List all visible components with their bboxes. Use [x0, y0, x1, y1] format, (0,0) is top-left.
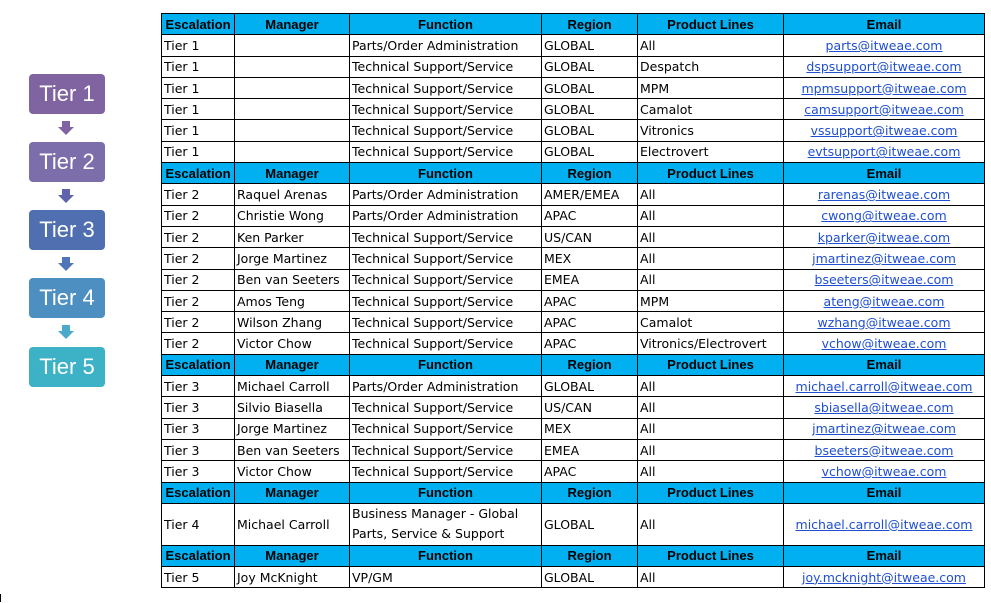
region-cell: GLOBAL: [542, 503, 638, 545]
table-row: [162, 290, 985, 311]
region-cell: GLOBAL: [542, 376, 638, 397]
table-row: [162, 312, 985, 333]
product-lines-cell: All: [638, 35, 784, 56]
function-cell: Parts/Order Administration: [350, 184, 542, 205]
table-row: [162, 269, 985, 290]
header-function: Function: [350, 14, 542, 35]
escalation-cell: Tier 3: [162, 461, 235, 482]
table-row: [162, 226, 985, 247]
manager-cell: Ben van Seeters: [235, 439, 350, 460]
email-cell: [784, 333, 985, 354]
email-cell: [784, 397, 985, 418]
email-link[interactable]: bseeters@itweae.com: [814, 442, 954, 458]
product-lines-cell: Vitronics/Electrovert: [638, 333, 784, 354]
escalation-cell: Tier 1: [162, 77, 235, 98]
header-email: Email: [784, 545, 985, 566]
tier-4-box: Tier 4: [29, 278, 105, 318]
manager-cell: [235, 77, 350, 98]
email-link[interactable]: cwong@itweae.com: [821, 208, 947, 224]
table-row: [162, 205, 985, 226]
region-cell: APAC: [542, 461, 638, 482]
product-lines-cell: MPM: [638, 77, 784, 98]
email-link[interactable]: kparker@itweae.com: [817, 229, 951, 245]
email-link[interactable]: evtsupport@itweae.com: [807, 144, 961, 160]
table-row: [162, 503, 985, 545]
table-row: [162, 418, 985, 439]
email-link[interactable]: joy.mcknight@itweae.com: [802, 569, 966, 585]
region-cell: APAC: [542, 205, 638, 226]
region-cell: GLOBAL: [542, 120, 638, 141]
email-cell: [784, 56, 985, 77]
region-cell: GLOBAL: [542, 77, 638, 98]
tier-5-box: Tier 5: [29, 347, 105, 387]
table-row: [162, 567, 985, 588]
function-cell: VP/GM: [350, 567, 542, 588]
escalation-cell: Tier 1: [162, 141, 235, 162]
email-link[interactable]: bseeters@itweae.com: [814, 272, 954, 288]
function-cell: Parts/Order Administration: [350, 35, 542, 56]
tier-1-box: Tier 1: [29, 74, 105, 114]
email-cell: [784, 120, 985, 141]
table-row: [162, 461, 985, 482]
escalation-cell: Tier 4: [162, 503, 235, 545]
header-function: Function: [350, 482, 542, 503]
region-cell: GLOBAL: [542, 56, 638, 77]
header-product-lines: Product Lines: [638, 14, 784, 35]
product-lines-cell: All: [638, 376, 784, 397]
header-escalation: Escalation: [162, 354, 235, 375]
product-lines-cell: All: [638, 397, 784, 418]
function-cell: Technical Support/Service: [350, 77, 542, 98]
region-cell: AMER/EMEA: [542, 184, 638, 205]
header-product-lines: Product Lines: [638, 545, 784, 566]
product-lines-cell: Electrovert: [638, 141, 784, 162]
table-row: [162, 56, 985, 77]
escalation-cell: Tier 3: [162, 418, 235, 439]
email-cell: [784, 226, 985, 247]
table-header-row: [162, 545, 985, 566]
header-region: Region: [542, 482, 638, 503]
email-cell: [784, 418, 985, 439]
header-manager: Manager: [235, 354, 350, 375]
function-cell: Technical Support/Service: [350, 290, 542, 311]
manager-cell: Wilson Zhang: [235, 312, 350, 333]
product-lines-cell: All: [638, 269, 784, 290]
function-cell: Technical Support/Service: [350, 439, 542, 460]
email-link[interactable]: michael.carroll@itweae.com: [795, 378, 973, 394]
escalation-cell: Tier 1: [162, 35, 235, 56]
manager-cell: Raquel Arenas: [235, 184, 350, 205]
product-lines-cell: All: [638, 205, 784, 226]
escalation-cell: Tier 2: [162, 226, 235, 247]
header-function: Function: [350, 163, 542, 184]
manager-cell: [235, 120, 350, 141]
manager-cell: Silvio Biasella: [235, 397, 350, 418]
manager-cell: [235, 99, 350, 120]
region-cell: MEX: [542, 248, 638, 269]
header-manager: Manager: [235, 482, 350, 503]
product-lines-cell: Camalot: [638, 99, 784, 120]
region-cell: APAC: [542, 290, 638, 311]
header-manager: Manager: [235, 545, 350, 566]
escalation-cell: Tier 2: [162, 269, 235, 290]
email-link[interactable]: wzhang@itweae.com: [817, 314, 951, 330]
table-row: [162, 397, 985, 418]
function-cell: Technical Support/Service: [350, 248, 542, 269]
table-header-row: [162, 14, 985, 35]
table-row: [162, 35, 985, 56]
region-cell: US/CAN: [542, 397, 638, 418]
email-cell: [784, 141, 985, 162]
table-header-row: [162, 163, 985, 184]
table-header-row: [162, 354, 985, 375]
function-cell: Technical Support/Service: [350, 226, 542, 247]
email-cell: [784, 184, 985, 205]
header-region: Region: [542, 14, 638, 35]
down-arrow-icon: [58, 121, 74, 135]
email-link[interactable]: parts@itweae.com: [825, 37, 943, 53]
header-manager: Manager: [235, 14, 350, 35]
header-email: Email: [784, 14, 985, 35]
tier-2-box: Tier 2: [29, 142, 105, 182]
product-lines-cell: All: [638, 418, 784, 439]
header-escalation: Escalation: [162, 14, 235, 35]
manager-cell: Michael Carroll: [235, 503, 350, 545]
escalation-cell: Tier 5: [162, 567, 235, 588]
region-cell: EMEA: [542, 439, 638, 460]
product-lines-cell: All: [638, 184, 784, 205]
function-cell: Technical Support/Service: [350, 120, 542, 141]
function-cell: Technical Support/Service: [350, 397, 542, 418]
email-link[interactable]: jmartinez@itweae.com: [812, 250, 956, 266]
escalation-table: [161, 13, 985, 588]
region-cell: APAC: [542, 312, 638, 333]
region-cell: US/CAN: [542, 226, 638, 247]
product-lines-cell: All: [638, 503, 784, 545]
product-lines-cell: Vitronics: [638, 120, 784, 141]
function-cell: Technical Support/Service: [350, 99, 542, 120]
function-cell: Business Manager - Global Parts, Service & Support: [350, 503, 542, 545]
region-cell: MEX: [542, 418, 638, 439]
down-arrow-icon: [58, 257, 74, 271]
manager-cell: Michael Carroll: [235, 376, 350, 397]
header-email: Email: [784, 354, 985, 375]
text-cursor: [0, 594, 1, 602]
escalation-cell: Tier 2: [162, 184, 235, 205]
manager-cell: Victor Chow: [235, 333, 350, 354]
region-cell: GLOBAL: [542, 567, 638, 588]
manager-cell: Joy McKnight: [235, 567, 350, 588]
header-product-lines: Product Lines: [638, 163, 784, 184]
escalation-cell: Tier 3: [162, 439, 235, 460]
escalation-cell: Tier 3: [162, 397, 235, 418]
function-cell: Technical Support/Service: [350, 418, 542, 439]
header-manager: Manager: [235, 163, 350, 184]
email-cell: [784, 77, 985, 98]
header-escalation: Escalation: [162, 482, 235, 503]
down-arrow-icon: [58, 189, 74, 203]
manager-cell: Ben van Seeters: [235, 269, 350, 290]
email-cell: [784, 461, 985, 482]
email-cell: [784, 269, 985, 290]
escalation-cell: Tier 3: [162, 376, 235, 397]
manager-cell: [235, 141, 350, 162]
product-lines-cell: All: [638, 461, 784, 482]
table-row: [162, 77, 985, 98]
table-row: [162, 333, 985, 354]
manager-cell: Victor Chow: [235, 461, 350, 482]
header-function: Function: [350, 545, 542, 566]
email-cell: [784, 99, 985, 120]
escalation-cell: Tier 1: [162, 120, 235, 141]
function-cell: Parts/Order Administration: [350, 376, 542, 397]
product-lines-cell: All: [638, 248, 784, 269]
email-cell: [784, 439, 985, 460]
header-region: Region: [542, 354, 638, 375]
region-cell: GLOBAL: [542, 99, 638, 120]
header-region: Region: [542, 545, 638, 566]
header-escalation: Escalation: [162, 545, 235, 566]
escalation-cell: Tier 2: [162, 312, 235, 333]
header-product-lines: Product Lines: [638, 482, 784, 503]
manager-cell: Christie Wong: [235, 205, 350, 226]
region-cell: GLOBAL: [542, 141, 638, 162]
manager-cell: Jorge Martinez: [235, 248, 350, 269]
manager-cell: Ken Parker: [235, 226, 350, 247]
email-link[interactable]: ateng@itweae.com: [823, 293, 945, 309]
function-cell: Technical Support/Service: [350, 312, 542, 333]
product-lines-cell: MPM: [638, 290, 784, 311]
manager-cell: Amos Teng: [235, 290, 350, 311]
header-email: Email: [784, 482, 985, 503]
header-email: Email: [784, 163, 985, 184]
email-link[interactable]: dspsupport@itweae.com: [806, 59, 962, 75]
table-row: [162, 439, 985, 460]
email-cell: [784, 290, 985, 311]
product-lines-cell: All: [638, 567, 784, 588]
email-link[interactable]: vchow@itweae.com: [821, 336, 947, 352]
email-cell: [784, 248, 985, 269]
email-cell: [784, 205, 985, 226]
function-cell: Technical Support/Service: [350, 461, 542, 482]
escalation-cell: Tier 1: [162, 56, 235, 77]
header-region: Region: [542, 163, 638, 184]
region-cell: APAC: [542, 333, 638, 354]
table-row: [162, 376, 985, 397]
email-cell: [784, 567, 985, 588]
table-row: [162, 141, 985, 162]
escalation-cell: Tier 2: [162, 248, 235, 269]
email-link[interactable]: rarenas@itweae.com: [817, 187, 951, 203]
function-cell: Technical Support/Service: [350, 56, 542, 77]
header-function: Function: [350, 354, 542, 375]
manager-cell: [235, 35, 350, 56]
table-header-row: [162, 482, 985, 503]
product-lines-cell: Camalot: [638, 312, 784, 333]
product-lines-cell: All: [638, 226, 784, 247]
manager-cell: [235, 56, 350, 77]
region-cell: EMEA: [542, 269, 638, 290]
email-link[interactable]: camsupport@itweae.com: [804, 101, 964, 117]
region-cell: GLOBAL: [542, 35, 638, 56]
header-escalation: Escalation: [162, 163, 235, 184]
escalation-cell: Tier 2: [162, 290, 235, 311]
email-cell: [784, 35, 985, 56]
escalation-cell: Tier 2: [162, 333, 235, 354]
function-cell: Technical Support/Service: [350, 141, 542, 162]
email-cell: [784, 312, 985, 333]
function-cell: Parts/Order Administration: [350, 205, 542, 226]
function-cell: Technical Support/Service: [350, 269, 542, 290]
escalation-cell: Tier 2: [162, 205, 235, 226]
product-lines-cell: All: [638, 439, 784, 460]
email-cell: [784, 376, 985, 397]
email-link[interactable]: sbiasella@itweae.com: [814, 399, 954, 415]
email-link[interactable]: michael.carroll@itweae.com: [795, 516, 973, 532]
tier-3-box: Tier 3: [29, 210, 105, 250]
email-cell: [784, 503, 985, 545]
table-row: [162, 120, 985, 141]
manager-cell: Jorge Martinez: [235, 418, 350, 439]
email-link[interactable]: vssupport@itweae.com: [810, 123, 958, 139]
email-link[interactable]: jmartinez@itweae.com: [812, 421, 956, 437]
header-product-lines: Product Lines: [638, 354, 784, 375]
function-cell: Technical Support/Service: [350, 333, 542, 354]
email-link[interactable]: vchow@itweae.com: [821, 463, 947, 479]
down-arrow-icon: [58, 325, 74, 339]
product-lines-cell: Despatch: [638, 56, 784, 77]
email-link[interactable]: mpmsupport@itweae.com: [801, 80, 967, 96]
table-row: [162, 248, 985, 269]
table-row: [162, 184, 985, 205]
escalation-cell: Tier 1: [162, 99, 235, 120]
table-row: [162, 99, 985, 120]
